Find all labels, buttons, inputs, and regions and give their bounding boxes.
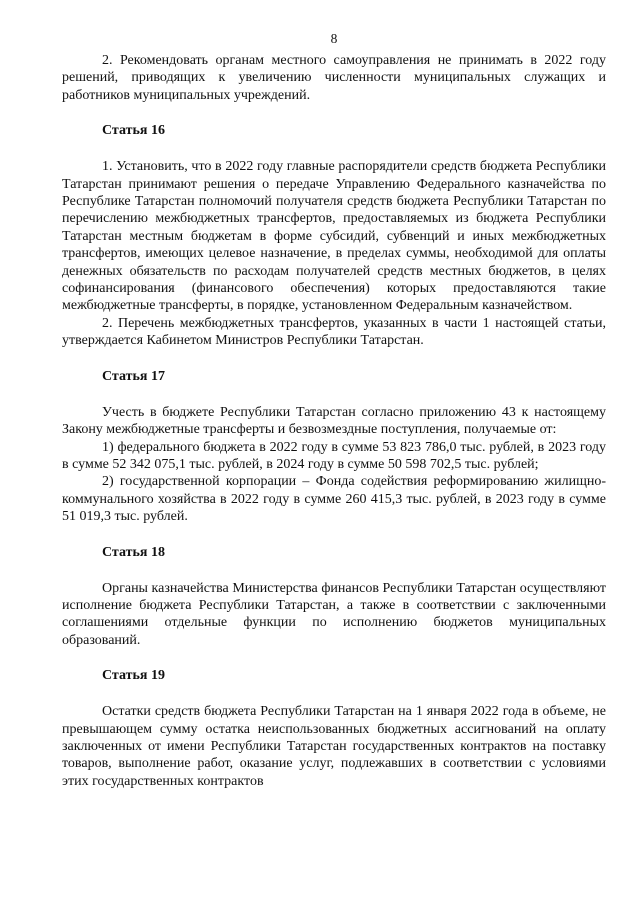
article-17-paragraph-2: 1) федерального бюджета в 2022 году в сумме 53 823 786,0 тыс. рублей, в 2023 году в сумме 52 342 075,1 тыс. рублей, в 2024 году в сумме 50 598 702,5 тыс. рублей; <box>62 439 606 472</box>
article-17-title: Статья 17 <box>102 368 165 384</box>
article-16-paragraph-1: 1. Установить, что в 2022 году главные распорядители средств бюджета Республики Татарстан принимают решения о передаче Управлению Федерального казначейства по Республике Татарстан полномочий получателя средств бюджета Республики Татарстан по перечислению межбюджетных трансфертов, предоставляемых из бюджета Республики Татарстан местным бюджетам в форме субсидий, субвенций и иных межбюджетных трансфертов, имеющих целевое назначение, в пределах суммы, необходимой для оплаты денежных обязательств по расходам получателей средств местных бюджетов, в целях софинансирования (финансового обеспечения) которых предоставляются такие межбюджетные трансферты, в порядке, установленном Федеральным казначейством. <box>62 159 606 314</box>
document-page <box>62 30 606 790</box>
article-19-paragraph-1: Остатки средств бюджета Республики Татарстан на 1 января 2022 года в объеме, не превышающем сумму остатка неиспользованных бюджетных ассигнований на оплату заключенных от имени Республики Татарстан государственных контрактов на поставку товаров, выполнение работ, оказание услуг, подлежавших в соответствии с условиями этих государственных контрактов <box>62 704 606 789</box>
article-18-title: Статья 18 <box>102 544 165 560</box>
article-16-title: Статья 16 <box>102 123 165 139</box>
article-18-paragraph-1: Органы казначейства Министерства финансов Республики Татарстан осуществляют исполнение бюджета Республики Татарстан, а также в соответствии с заключенными соглашениями отдельные функции по исполнению бюджетов муниципальных образований. <box>62 580 606 648</box>
page-number: 8 <box>330 31 338 46</box>
article-17-paragraph-3: 2) государственной корпорации – Фонда содействия реформированию жилищно-коммунального хозяйства в 2022 году в сумме 260 415,3 тыс. рублей, в 2023 году в сумме 51 019,3 тыс. рублей. <box>62 474 606 525</box>
intro-paragraph: 2. Рекомендовать органам местного самоуправления не принимать в 2022 году решений, приводящих к увеличению численности муниципальных служащих и работников муниципальных учреждений. <box>62 53 606 103</box>
article-16-paragraph-2: 2. Перечень межбюджетных трансфертов, указанных в части 1 настоящей статьи, утверждается Кабинетом Министров Республики Татарстан. <box>62 315 606 349</box>
article-19-title: Статья 19 <box>102 668 165 684</box>
article-17-paragraph-1: Учесть в бюджете Республики Татарстан согласно приложению 43 к настоящему Закону межбюджетные трансферты и безвозмездные поступления, получаемые от: <box>62 404 606 438</box>
